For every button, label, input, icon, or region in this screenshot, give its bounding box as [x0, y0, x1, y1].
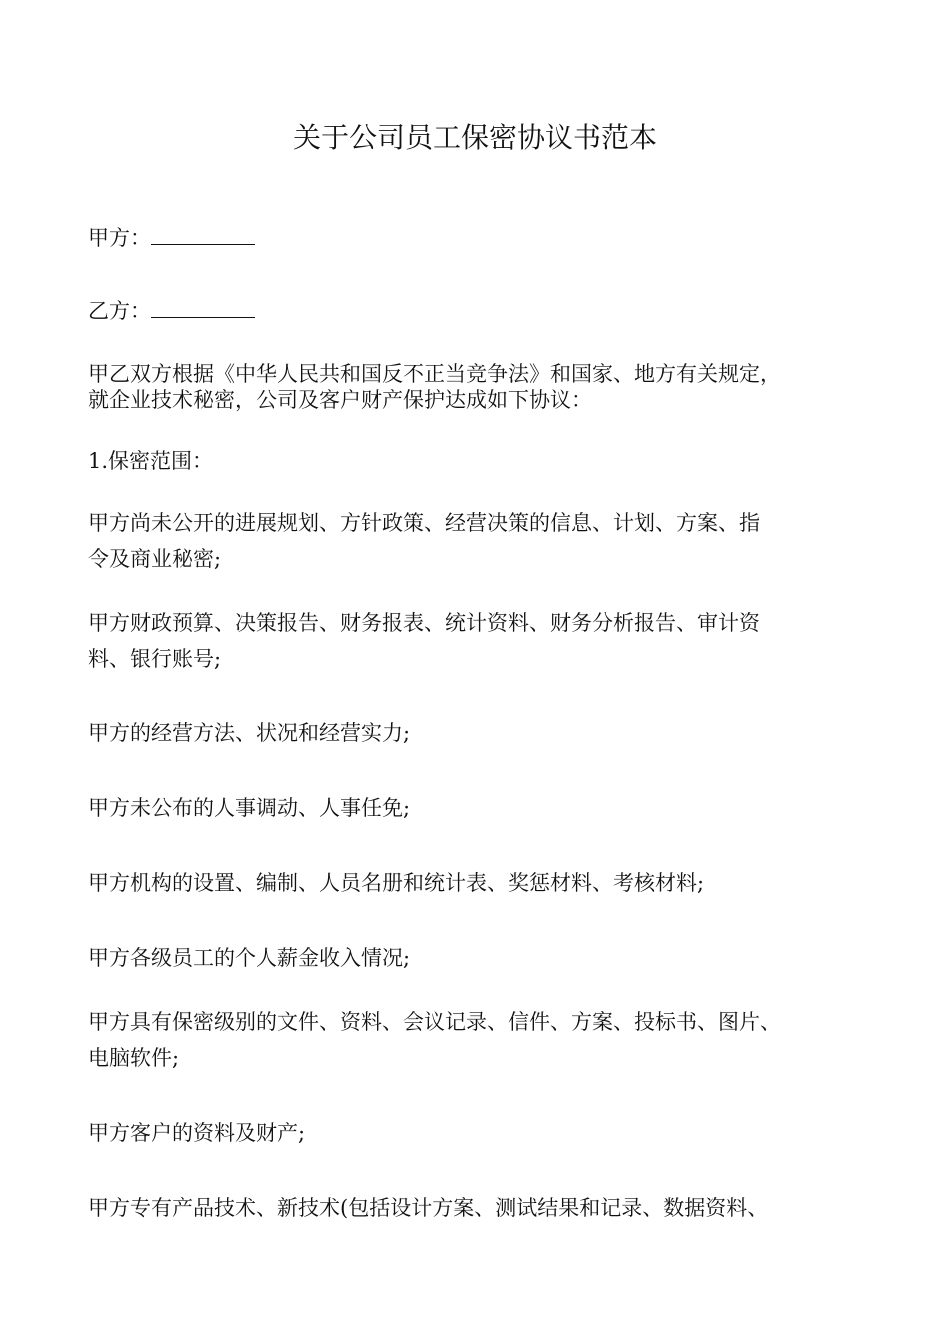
- list-item-7-line-1: 甲方具有保密级别的文件、资料、会议记录、信件、方案、投标书、图片、: [88, 1010, 781, 1034]
- party-a-line: [88, 220, 888, 256]
- list-item-4: 甲方未公布的人事调动、人事任免;: [88, 796, 411, 820]
- section-1-heading: 1.保密范围：: [88, 449, 214, 473]
- list-item-1-line-2: 令及商业秘密;: [88, 547, 222, 571]
- party-b-line: [88, 293, 888, 329]
- party-b-label: 乙方：: [88, 299, 151, 323]
- list-item-6: 甲方各级员工的个人薪金收入情况;: [88, 946, 411, 970]
- document-title: 关于公司员工保密协议书范本: [292, 121, 657, 154]
- list-item-3: 甲方的经营方法、状况和经营实力;: [88, 721, 411, 745]
- party-a-blank: [151, 224, 255, 245]
- list-item-7-line-2: 电脑软件;: [88, 1046, 180, 1070]
- list-item-2-line-2: 料、银行账号;: [88, 647, 222, 671]
- list-item-2-line-1: 甲方财政预算、决策报告、财务报表、统计资料、财务分析报告、审计资: [88, 611, 760, 635]
- intro-line-2: 就企业技术秘密，公司及客户财产保护达成如下协议：: [88, 388, 592, 412]
- party-a-label: 甲方：: [88, 226, 151, 250]
- list-item-1-line-1: 甲方尚未公开的进展规划、方针政策、经营决策的信息、计划、方案、指: [88, 511, 760, 535]
- list-item-9-line-1: 甲方专有产品技术、新技术(包括设计方案、测试结果和记录、数据资料、: [88, 1196, 769, 1220]
- list-item-8: 甲方客户的资料及财产;: [88, 1121, 306, 1145]
- intro-line-1: 甲乙双方根据《中华人民共和国反不正当竞争法》和国家、地方有关规定，: [88, 362, 781, 386]
- party-b-blank: [151, 297, 255, 318]
- list-item-5: 甲方机构的设置、编制、人员名册和统计表、奖惩材料、考核材料;: [88, 871, 705, 895]
